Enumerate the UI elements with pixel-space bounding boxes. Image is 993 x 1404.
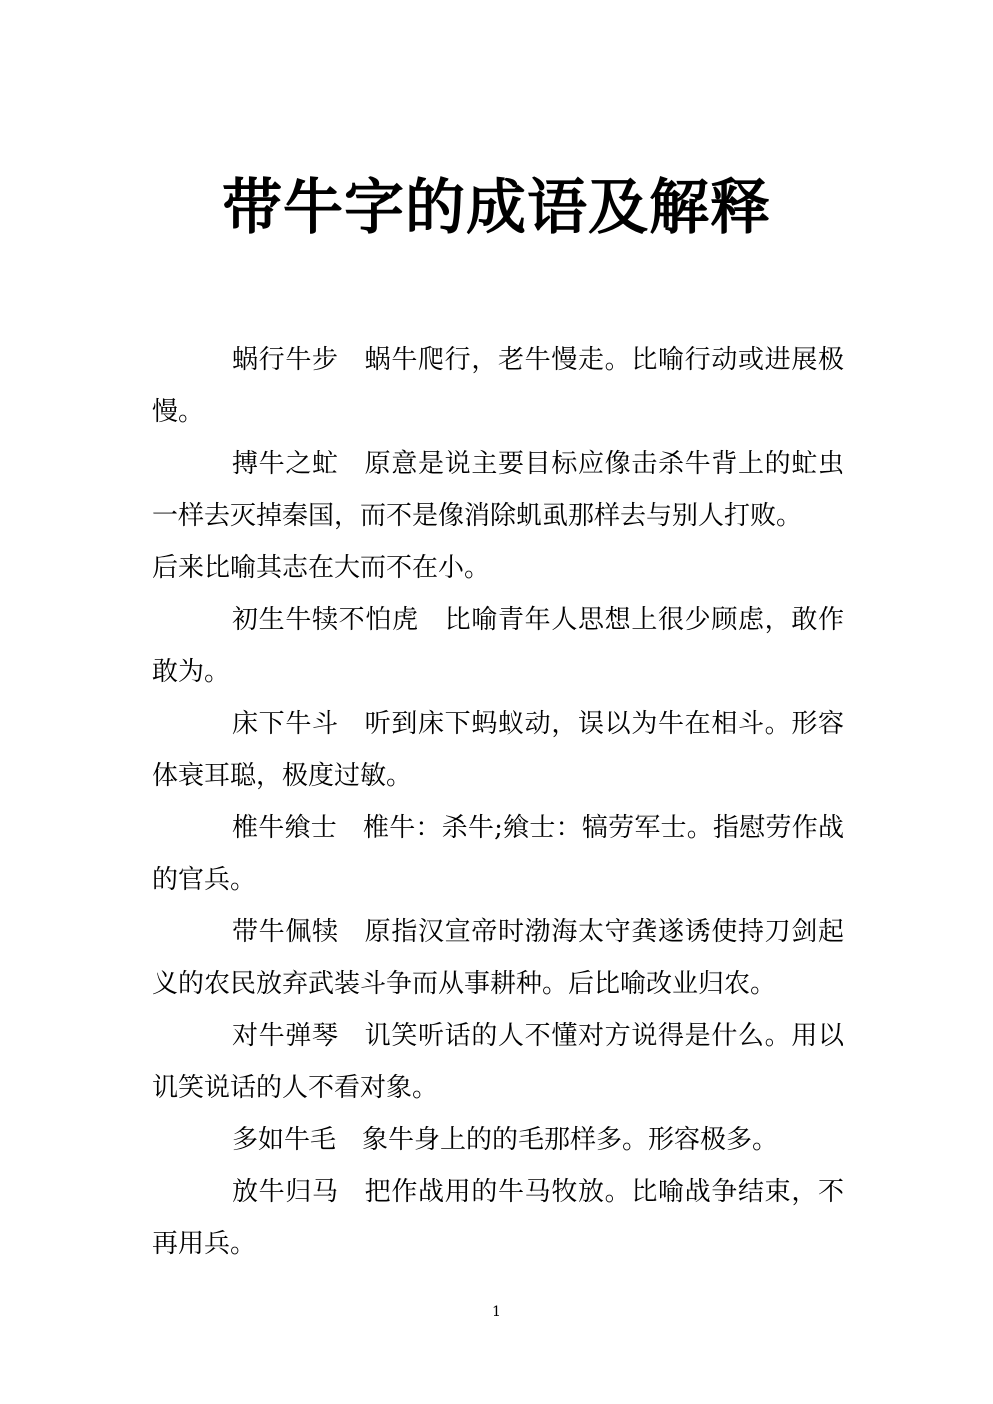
idiom-term: 对牛弹琴 [232, 1021, 339, 1051]
idiom-definition-continuation: 后来比喻其志在大而不在小。 [152, 553, 491, 583]
idiom-entry [152, 334, 844, 438]
idiom-definition: 原意是说主要目标应像击杀牛背上的虻虫一样去灭掉秦国，而不是像消除虮虱那样去与别人打败。 [152, 449, 844, 531]
idiom-entry [152, 1114, 844, 1166]
idiom-entry [152, 906, 844, 1010]
idiom-definition: 比喻青年人思想上很少顾虑，敢作敢为。 [152, 605, 844, 687]
idiom-entry [152, 438, 844, 594]
idiom-entry [152, 1166, 844, 1270]
page-title: 带牛字的成语及解释 [222, 173, 771, 243]
idiom-list [152, 334, 844, 1270]
idiom-term: 初生牛犊不怕虎 [232, 605, 419, 635]
idiom-entry [152, 1010, 844, 1114]
idiom-entry [152, 802, 844, 906]
idiom-definition: 原指汉宣帝时渤海太守龚遂诱使持刀剑起义的农民放弃武装斗争而从事耕种。后比喻改业归农。 [152, 917, 844, 999]
idiom-definition: 把作战用的牛马牧放。比喻战争结束，不再用兵。 [152, 1177, 844, 1259]
page-number: 1 [492, 1304, 501, 1320]
idiom-definition: 讥笑听话的人不懂对方说得是什么。用以讥笑说话的人不看对象。 [152, 1021, 844, 1103]
idiom-term: 多如牛毛 [232, 1125, 337, 1155]
idiom-entry [152, 594, 844, 698]
idiom-definition: 椎牛：杀牛;飨士：犒劳军士。指慰劳作战的官兵。 [152, 813, 844, 895]
idiom-definition: 蜗牛爬行，老牛慢走。比喻行动或进展极慢。 [152, 345, 844, 427]
idiom-definition: 象牛身上的的毛那样多。形容极多。 [362, 1125, 779, 1155]
idiom-term: 蜗行牛步 [232, 345, 339, 375]
idiom-term: 椎牛飨士 [232, 813, 337, 843]
idiom-term: 床下牛斗 [232, 709, 339, 739]
idiom-term: 放牛归马 [232, 1177, 339, 1207]
idiom-definition: 听到床下蚂蚁动，误以为牛在相斗。形容体衰耳聪，极度过敏。 [152, 709, 844, 791]
idiom-term: 搏牛之虻 [232, 449, 339, 479]
idiom-term: 带牛佩犊 [232, 917, 339, 947]
idiom-entry [152, 698, 844, 802]
